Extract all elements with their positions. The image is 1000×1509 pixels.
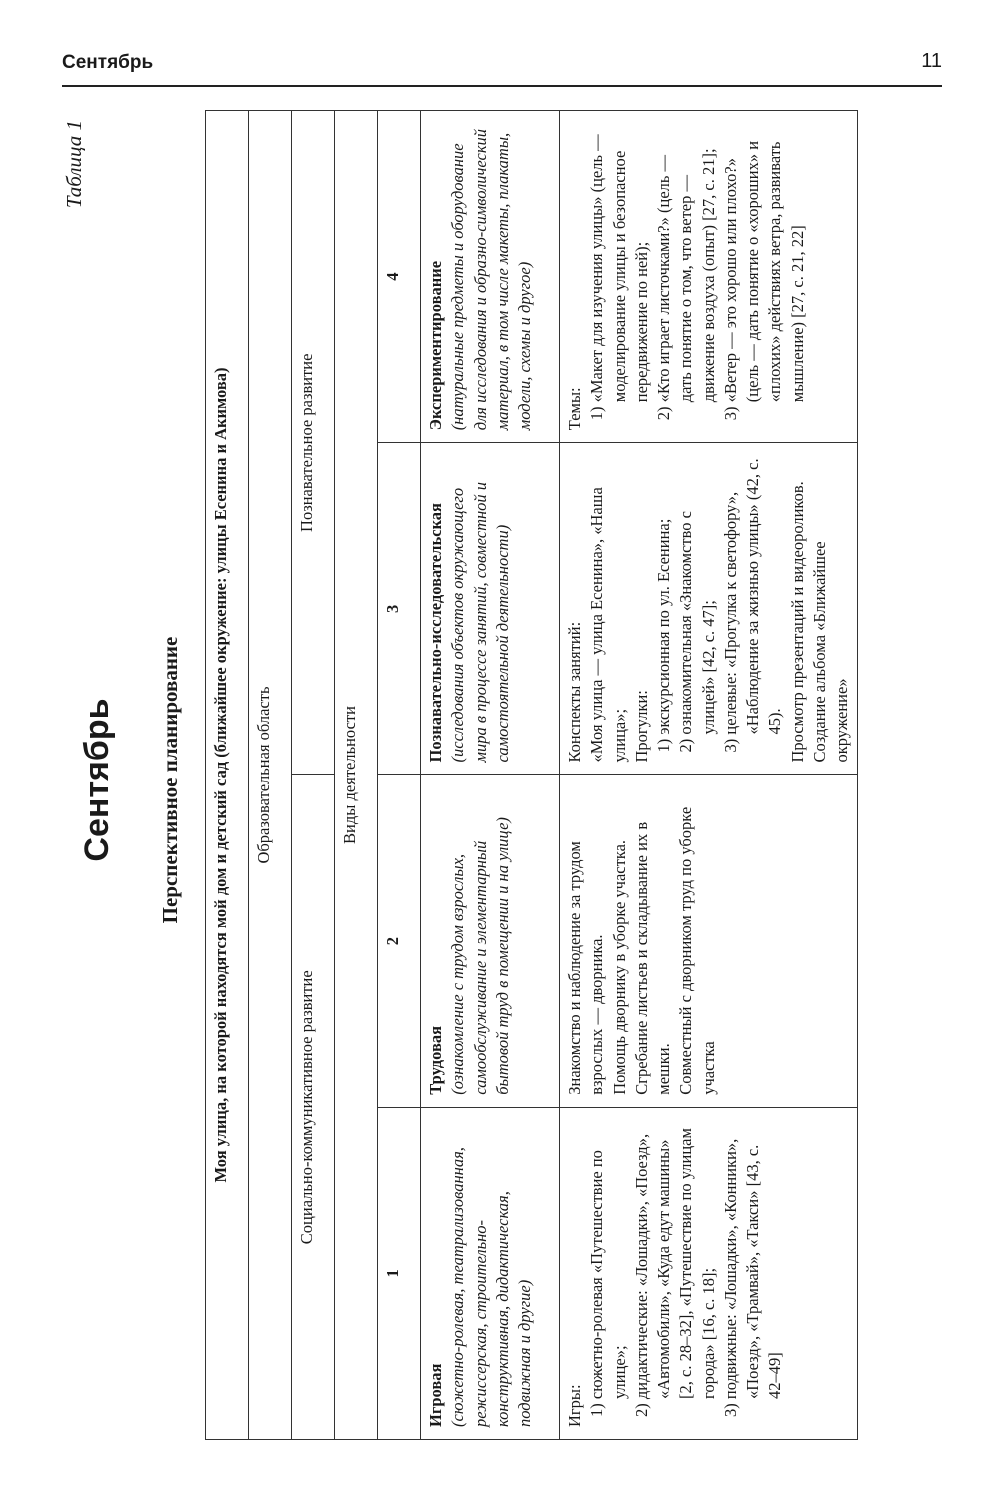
list-item: Конспекты занятий: [565, 621, 584, 763]
header-rule [62, 85, 942, 87]
area-label-cell: Образовательная область [249, 111, 292, 1440]
list-item: Создание альбома «Ближайшее окружение» [809, 541, 852, 763]
area-social-cell: Социально-коммуникативное развитие [292, 775, 335, 1440]
list-item: Просмотр презентаций и видеороликов. [787, 481, 807, 763]
activity-content-cell [560, 775, 858, 1107]
list-item: 1) «Макет для изучения улицы» (цель — моделирование улицы и безопасное передвижение по ней); [587, 134, 651, 421]
table-row [249, 111, 292, 1440]
table-row [421, 111, 560, 1440]
list-item: Совместный с дворником труд по уборке участка [676, 806, 718, 1095]
activity-name: Познавательно-исследовательская [426, 503, 445, 763]
list-item: 1) сюжетно-ролевая «Путешествие по улице»; [587, 1150, 629, 1417]
list-item: 3) «Ветер — это хорошо или плохо?» (цель — дать понятие о «хороших» и «плохих» действиях ветра, развивать мышление) [27, с. 21, 22] [720, 140, 807, 421]
list-item: 3) целевые: «Прогулка к светофору», «Наблюдение за жизнью улицы» (42, с. 45). [720, 458, 785, 753]
activity-content-cell [560, 111, 858, 443]
column-number: 3 [378, 443, 421, 775]
column-number: 2 [378, 775, 421, 1107]
activities-label-cell: Виды деятельности [335, 111, 378, 1440]
list-item: 2) «Кто играет листочками?» (цель — дать понятие о том, что ветер — движение воздуха (опыт) [27, с. 21]; [654, 148, 718, 421]
activity-desc: (сюжетно-ролевая, театрализованная, режиссерская, строительно-конструктивная, дидактическая, подвижная и другие) [448, 1147, 535, 1427]
column-number: 1 [378, 1107, 421, 1439]
plan-title: Перспективное планирование [158, 636, 182, 924]
table-row [292, 111, 335, 1440]
list-item: 2) ознакомительная «Знакомство с улицей» [42, с. 47]; [676, 511, 718, 753]
activity-content-cell [560, 443, 858, 775]
table-row [206, 111, 249, 1440]
activity-content-cell [560, 1107, 858, 1439]
list-item: 1) экскурсионная по ул. Есенина; [654, 518, 674, 753]
activity-desc: (исследования объектов окружающего мира в процессе занятий, совместной и самостоятельной деятельности) [448, 481, 512, 763]
list-item: Игры: [565, 1384, 584, 1427]
activity-description-cell [421, 443, 560, 775]
activity-name: Игровая [426, 1363, 445, 1427]
list-item: 3) подвижные: «Лошадки», «Конники», «Поезд», «Трамвай», «Такси» [43, с. 42–49] [720, 1138, 785, 1417]
table-label: Таблица 1 [62, 120, 86, 209]
topic-cell: Моя улица, на которой находятся мой дом и детский сад (ближайшее окружение: улицы Есенина и Акимова) [206, 111, 249, 1440]
activity-description-cell [421, 775, 560, 1107]
chapter-title: Сентябрь [78, 698, 116, 862]
area-cognitive-cell: Познавательное развитие [292, 111, 335, 776]
activity-name: Экспериментирование [426, 260, 445, 431]
running-title: Сентябрь [62, 52, 154, 73]
table-row [560, 111, 858, 1440]
list-item: Прогулки: [631, 690, 651, 763]
table-row [335, 111, 378, 1440]
activity-desc: (натуральные предметы и оборудование для исследования и образно-символический материал, в том числе макеты, плакаты, модели, схемы и другое) [448, 128, 535, 431]
activity-desc: (ознакомление с трудом взрослых, самообслуживание и элементарный бытовой труд в помещении и на улице) [448, 817, 512, 1095]
table-row [378, 111, 421, 1440]
activity-name: Трудовая [426, 1025, 445, 1095]
list-item: Знакомство и наблюдение за трудом взрослых — дворника. [565, 841, 607, 1095]
list-item: 2) дидактические: «Лошадки», «Поезд», «Автомобили», «Куда едут машины» [2, с. 28–32], «Путешествие по улицам города» [16, с. 18]; [631, 1128, 718, 1417]
column-number: 4 [378, 111, 421, 443]
activity-description-cell [421, 1107, 560, 1439]
page-number: 11 [921, 50, 942, 72]
planning-table [205, 110, 858, 1440]
activity-description-cell [421, 111, 560, 443]
rotated-page-content [62, 120, 942, 1440]
list-item: «Моя улица — улица Есенина», «Наша улица»; [587, 487, 629, 763]
list-item: Темы: [565, 387, 584, 431]
list-item: Помощь дворнику в уборке участка. Сгребание листьев и складывание их в мешки. [609, 821, 674, 1095]
